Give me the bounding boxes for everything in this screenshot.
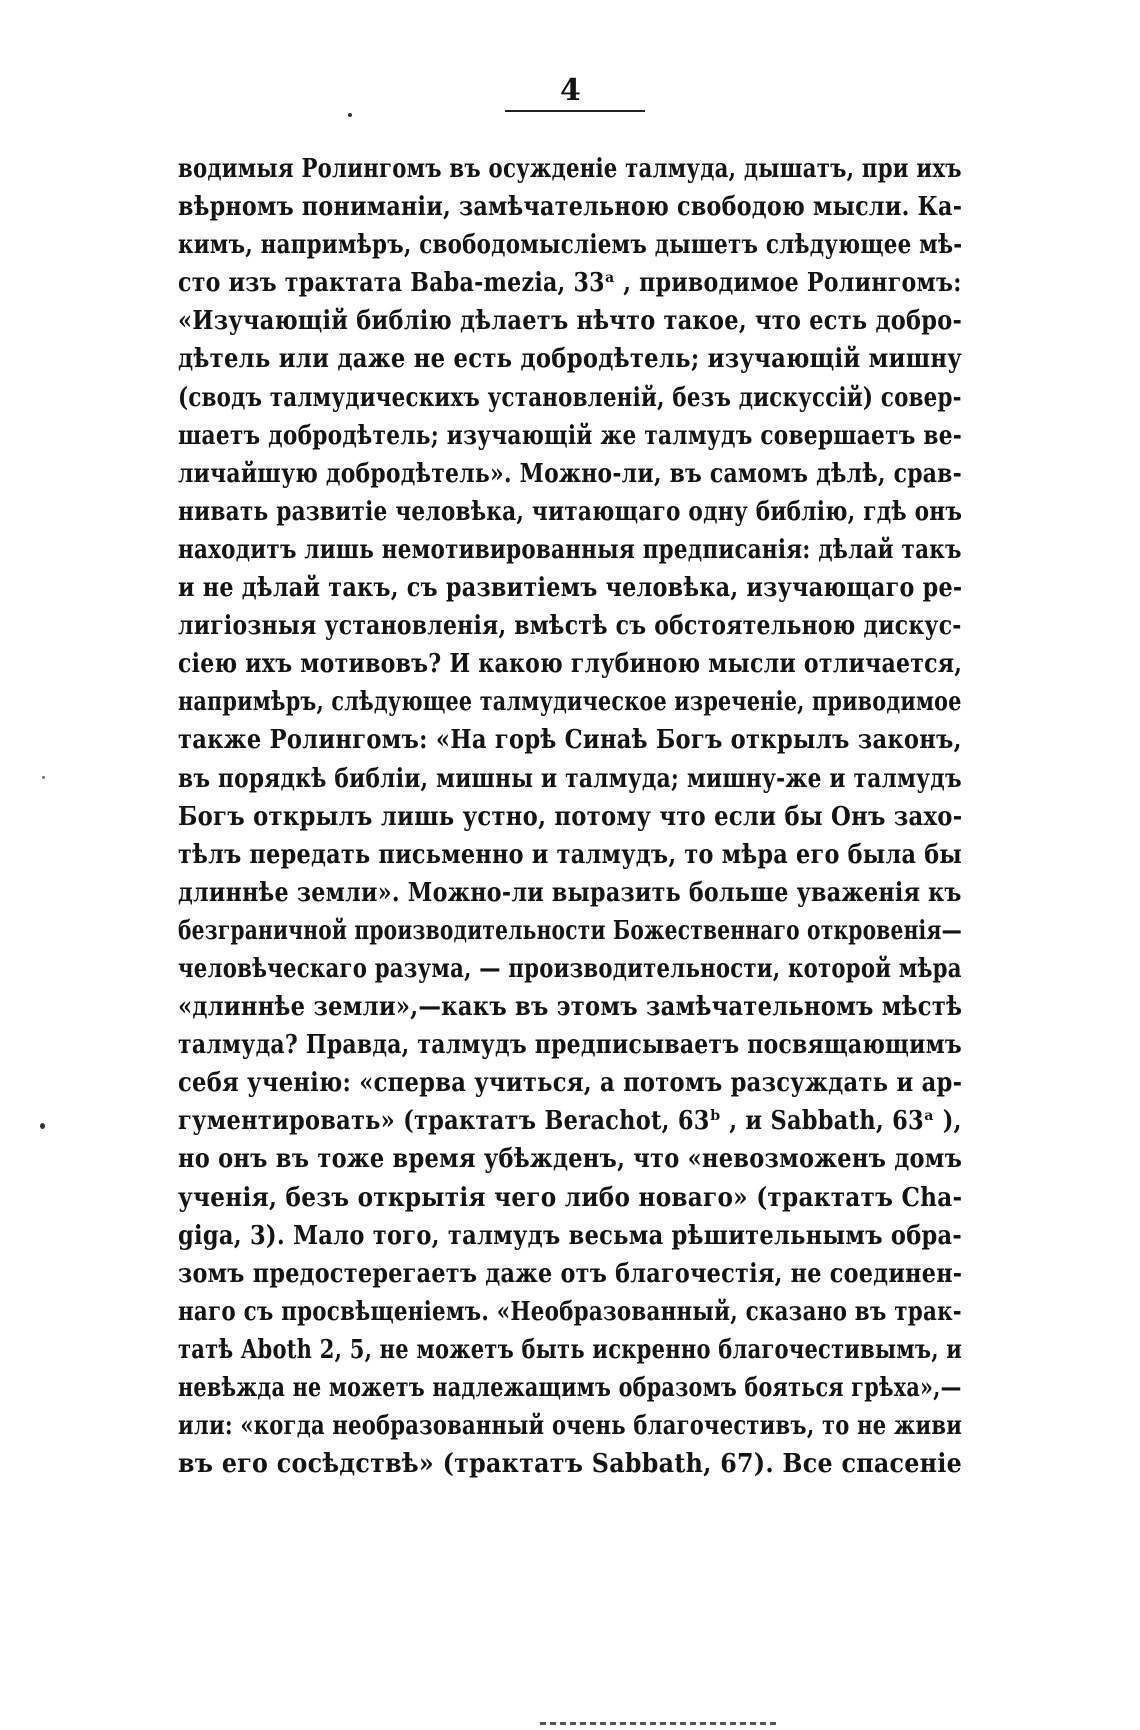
text-line: гументировать» (трактатъ Berachot, 63ᵇ , и Sabbath, 63ᵃ ),: [178, 1106, 962, 1137]
text-line: талмуда? Правда, талмудъ предписываетъ посвящающимъ: [178, 1030, 962, 1061]
text-line: дѣтель или даже не есть добродѣтель; изучающій мишну: [178, 344, 963, 375]
print-speck: [42, 776, 45, 779]
text-line: въ его сосѣдствѣ» (трактатъ Sabbath, 67). Все спасеніе: [178, 1449, 963, 1480]
text-line: лигіозныя установленія, вмѣстѣ съ обстоятельною дискус-: [178, 611, 962, 642]
body-text: [178, 150, 962, 1483]
text-line: человѣческаго разума, — производительности, которой мѣра: [178, 953, 962, 984]
text-line: или: «когда необразованный очень благочестивъ, то не живи: [178, 1411, 963, 1442]
text-line: тѣлъ передать письменно и талмудъ, то мѣра его была бы: [178, 839, 963, 870]
text-line: себя ученію: «сперва учиться, а потомъ разсуждать и ар-: [178, 1068, 963, 1099]
text-line: Богъ открылъ лишь устно, потому что если бы Онъ захо-: [178, 801, 963, 832]
text-line: шаетъ добродѣтель; изучающій же талмудъ совершаетъ ве-: [178, 420, 963, 451]
footer-print-mark: [540, 1722, 780, 1725]
text-line: сто изъ трактата Baba-mezia, 33ᵃ , приводимое Ролингомъ:: [178, 268, 962, 299]
text-line: невѣжда не можетъ надлежащимъ образомъ бояться грѣха»,—: [178, 1373, 962, 1403]
print-speck: [348, 113, 352, 117]
text-line: вѣрномъ пониманіи, замѣчательною свободою мысли. Ка-: [178, 192, 963, 223]
text-line: безграничной производительности Божественнаго откровенія—: [178, 915, 962, 946]
text-line: напримѣръ, слѣдующее талмудическое изреченіе, приводимое: [178, 687, 962, 718]
text-line: «длиннѣе земли»,—какъ въ этомъ замѣчательномъ мѣстѣ: [178, 992, 963, 1023]
text-line: но онъ въ тоже время убѣжденъ, что «невозможенъ домъ: [178, 1144, 963, 1175]
text-line: личайшую добродѣтель». Можно-ли, въ самомъ дѣлѣ, срав-: [178, 458, 962, 489]
print-speck: [40, 1123, 45, 1129]
text-line: кимъ, напримѣръ, свободомысліемъ дышетъ слѣдующее мѣ-: [178, 230, 963, 261]
text-line: нивать развитіе человѣка, читающаго одну библію, гдѣ онъ: [178, 496, 963, 527]
header-rule: [505, 110, 645, 112]
text-line: ученія, безъ открытія чего либо новаго» (трактатъ Cha-: [178, 1182, 963, 1213]
text-line: татѣ Aboth 2, 5, не можетъ быть искренно благочестивымъ, и: [178, 1334, 963, 1365]
text-line: сіею ихъ мотивовъ? И какою глубиною мысли отличается,: [178, 649, 963, 680]
text-line: зомъ предостерегаетъ даже отъ благочестія, не соединен-: [178, 1258, 963, 1289]
text-line: наго съ просвѣщеніемъ. «Необразованный, сказано въ трак-: [178, 1296, 962, 1327]
text-line: и не дѣлай такъ, съ развитіемъ человѣка, изучающаго ре-: [178, 573, 963, 604]
text-line: «Изучающій библію дѣлаетъ нѣчто такое, что есть добро-: [178, 306, 963, 337]
page-number: 4: [560, 73, 581, 108]
text-line: въ порядкѣ библіи, мишны и талмуда; мишну-же и талмудъ: [178, 763, 962, 794]
text-line: также Ролингомъ: «На горѣ Синаѣ Богъ открылъ законъ,: [178, 725, 962, 756]
text-line: длиннѣе земли». Можно-ли выразить больше уваженія къ: [178, 877, 962, 908]
text-line: водимыя Ролингомъ въ осужденіе талмуда, дышатъ, при ихъ: [178, 154, 962, 184]
text-line: giga, 3). Мало того, талмудъ весьма рѣшительнымъ обра-: [178, 1220, 963, 1251]
text-line: находитъ лишь немотивированныя предписанія: дѣлай такъ: [178, 534, 962, 565]
text-line: (сводъ талмудическихъ установленій, безъ дискуссій) совер-: [178, 382, 962, 413]
